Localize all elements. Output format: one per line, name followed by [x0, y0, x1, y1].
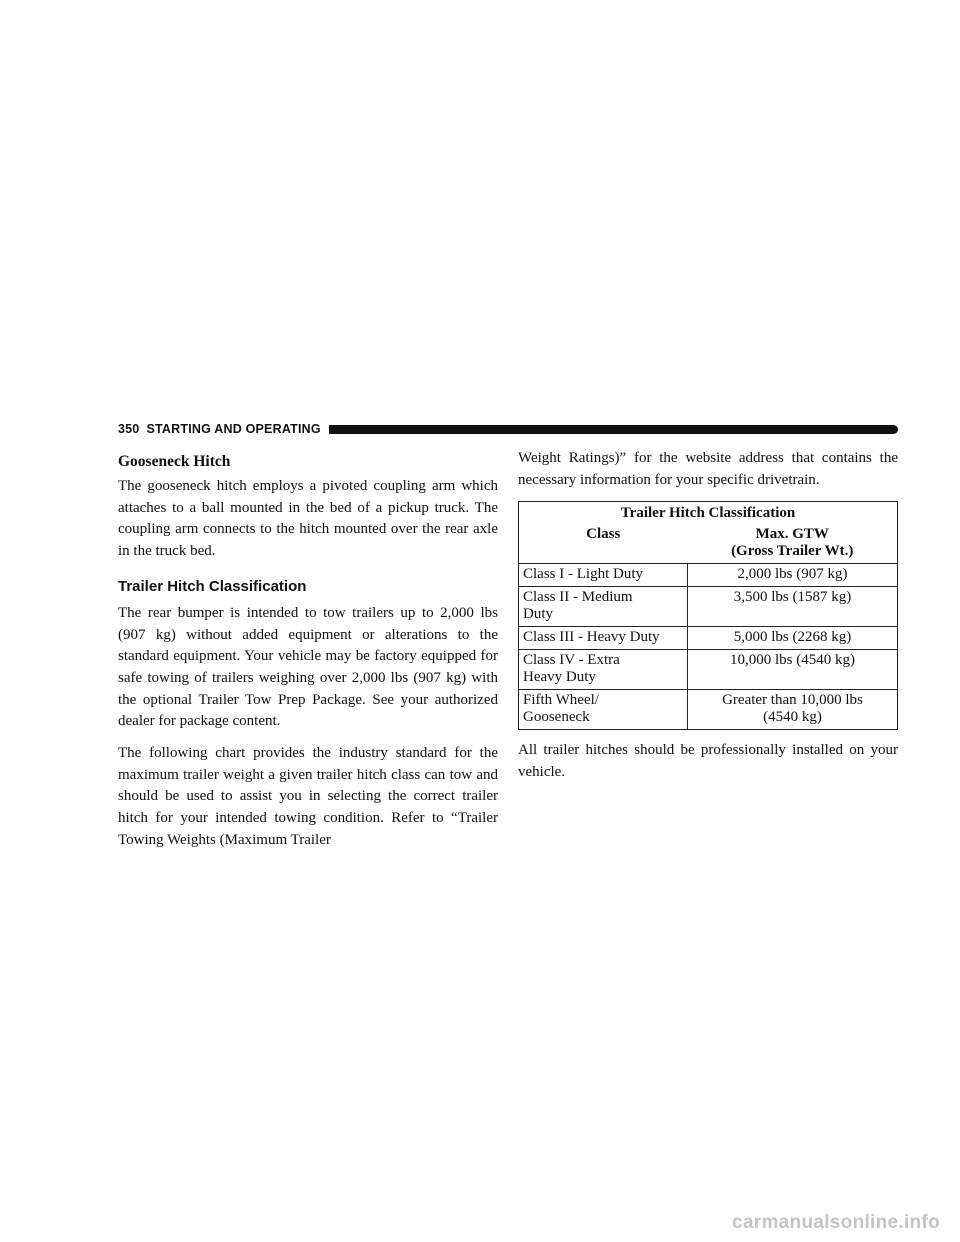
right-column [518, 448, 898, 794]
column-header-gtw-text: Max. GTW (Gross Trailer Wt.) [731, 526, 854, 560]
table-row [519, 627, 898, 650]
class-cell: Class I - Light Duty [519, 564, 688, 587]
class-cell: Fifth Wheel/ Gooseneck [519, 690, 688, 730]
installation-paragraph: All trailer hitches should be professionally installed on your vehicle. [518, 742, 898, 781]
column-header-class: Class [519, 524, 688, 564]
gtw-cell: 2,000 lbs (907 kg) [688, 564, 898, 587]
gooseneck-paragraph: The gooseneck hitch employs a pivoted coupling arm which attaches to a ball mounted in the bed of a pickup truck. The coupling arm connects to the hitch mounted over the rear axle in the truck bed. [118, 478, 498, 560]
section-title: STARTING AND OPERATING [146, 422, 321, 436]
table-row [519, 650, 898, 690]
watermark-text: carmanualsonline.info [732, 1212, 940, 1233]
gtw-cell: Greater than 10,000 lbs (4540 kg) [688, 690, 898, 730]
gtw-cell: 5,000 lbs (2268 kg) [688, 627, 898, 650]
continued-paragraph: Weight Ratings)” for the website address that contains the necessary information for your specific drivetrain. [518, 450, 898, 488]
left-column [118, 448, 498, 862]
hitch-classification-table [518, 501, 898, 730]
class-cell: Class III - Heavy Duty [519, 627, 688, 650]
table-row [519, 564, 898, 587]
class-cell: Class II - Medium Duty [519, 587, 688, 627]
trailer-hitch-classification-heading: Trailer Hitch Classification [118, 577, 307, 595]
chart-intro-paragraph: The following chart provides the industry standard for the maximum trailer weight a given trailer hitch class can tow and should be used to assist you in selecting the correct trailer hitch for your intended towing condition. Refer to “Trailer Towing Weights (Maximum Trailer [118, 745, 498, 848]
class-cell: Class IV - Extra Heavy Duty [519, 650, 688, 690]
column-header-gtw [688, 524, 898, 564]
header-rule [329, 425, 898, 434]
page-number: 350 [118, 422, 140, 436]
table-row [519, 690, 898, 730]
rear-bumper-paragraph: The rear bumper is intended to tow trailers up to 2,000 lbs (907 kg) without added equipment or alterations to the standard equipment. Your vehicle may be factory equipped for safe towing of trailers weighing over 2,000 lbs (907 kg) with the optional Trailer Tow Prep Package. See your authorized dealer for package content. [118, 604, 498, 730]
table-title: Trailer Hitch Classification [519, 502, 898, 525]
page-header [118, 420, 898, 438]
gtw-cell: 10,000 lbs (4540 kg) [688, 650, 898, 690]
gooseneck-hitch-heading: Gooseneck Hitch [118, 453, 231, 470]
table-body [519, 564, 898, 730]
table-row [519, 587, 898, 627]
gtw-cell: 3,500 lbs (1587 kg) [688, 587, 898, 627]
